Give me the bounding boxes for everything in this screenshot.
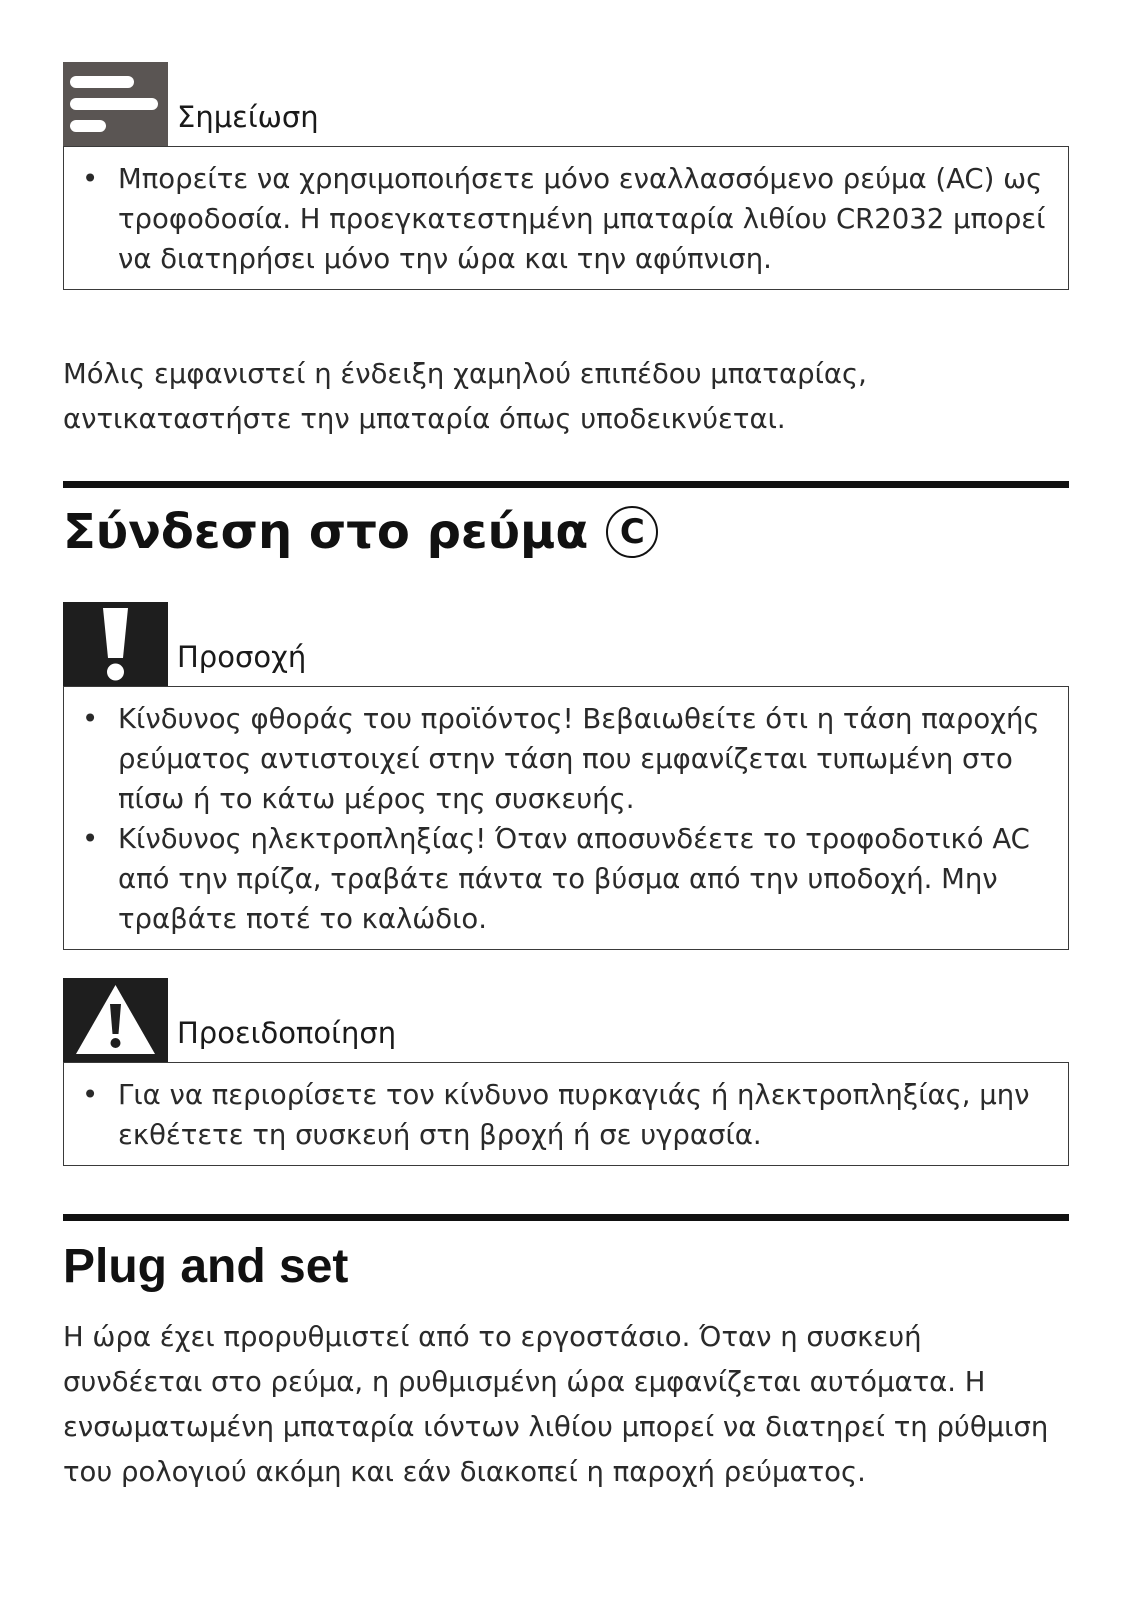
note-header bbox=[63, 62, 1069, 146]
plug-heading-text: Plug and set bbox=[63, 1240, 349, 1293]
section-divider bbox=[63, 481, 1069, 488]
battery-paragraph: Μόλις εμφανιστεί η ένδειξη χαμηλού επιπέδου μπαταρίας, αντικαταστήστε την μπαταρία όπως υποδεικνύεται. bbox=[63, 358, 867, 435]
caution-item: • Κίνδυνος ηλεκτροπληξίας! Όταν αποσυνδέετε το τροφοδοτικό AC από την πρίζα, τραβάτε πάντα το βύσμα από την υποδοχή. Μην τραβάτε ποτέ το καλώδιο. bbox=[76, 819, 1056, 939]
note-title: Σημείωση bbox=[177, 100, 319, 134]
caution-box bbox=[63, 602, 1069, 950]
warning-body bbox=[63, 1062, 1069, 1166]
note-icon bbox=[63, 62, 168, 146]
plug-heading bbox=[63, 1237, 1069, 1297]
warning-title: Προειδοποίηση bbox=[177, 1016, 397, 1050]
caution-header bbox=[63, 602, 1069, 686]
section-plug bbox=[63, 1214, 1069, 1495]
exclamation-icon bbox=[63, 602, 168, 686]
note-item: • Μπορείτε να χρησιμοποιήσετε μόνο εναλλασσόμενο ρεύμα (AC) ως τροφοδοσία. Η προεγκατεστημένη μπαταρία λιθίου CR2032 μπορεί να διατηρήσει μόνο την ώρα και την αφύπνιση. bbox=[76, 159, 1056, 279]
warning-header bbox=[63, 978, 1069, 1062]
warning-box bbox=[63, 978, 1069, 1166]
plug-paragraph: Η ώρα έχει προρυθμιστεί από το εργοστάσιο. Όταν η συσκευή συνδέεται στο ρεύμα, η ρυθμισμένη ώρα εμφανίζεται αυτόματα. Η ενσωματωμένη μπαταρία ιόντων λιθίου μπορεί να διατηρεί τη ρύθμιση του ρολογιού ακόμη και εάν διακοπεί η παροχή ρεύματος. bbox=[63, 1321, 1049, 1488]
note-box bbox=[63, 62, 1069, 290]
note-body bbox=[63, 146, 1069, 290]
warning-triangle-icon bbox=[63, 978, 168, 1062]
section-heading bbox=[63, 502, 1069, 562]
caution-item: • Κίνδυνος φθοράς του προϊόντος! Βεβαιωθείτε ότι η τάση παροχής ρεύματος αντιστοιχεί στην τάση που εμφανίζεται τυπωμένη στο πίσω ή το κάτω μέρος της συσκευής. bbox=[76, 699, 1056, 819]
caution-title: Προσοχή bbox=[177, 640, 307, 674]
section-power bbox=[63, 481, 1069, 562]
warning-item: • Για να περιορίσετε τον κίνδυνο πυρκαγιάς ή ηλεκτροπληξίας, μην εκθέτετε τη συσκευή στη βροχή ή σε υγρασία. bbox=[76, 1075, 1056, 1155]
caution-body bbox=[63, 686, 1069, 950]
section-divider bbox=[63, 1214, 1069, 1221]
section-heading-text: Σύνδεση στο ρεύμα bbox=[63, 504, 589, 560]
circle-badge: C bbox=[606, 506, 658, 558]
battery-paragraph-block bbox=[63, 352, 1069, 442]
